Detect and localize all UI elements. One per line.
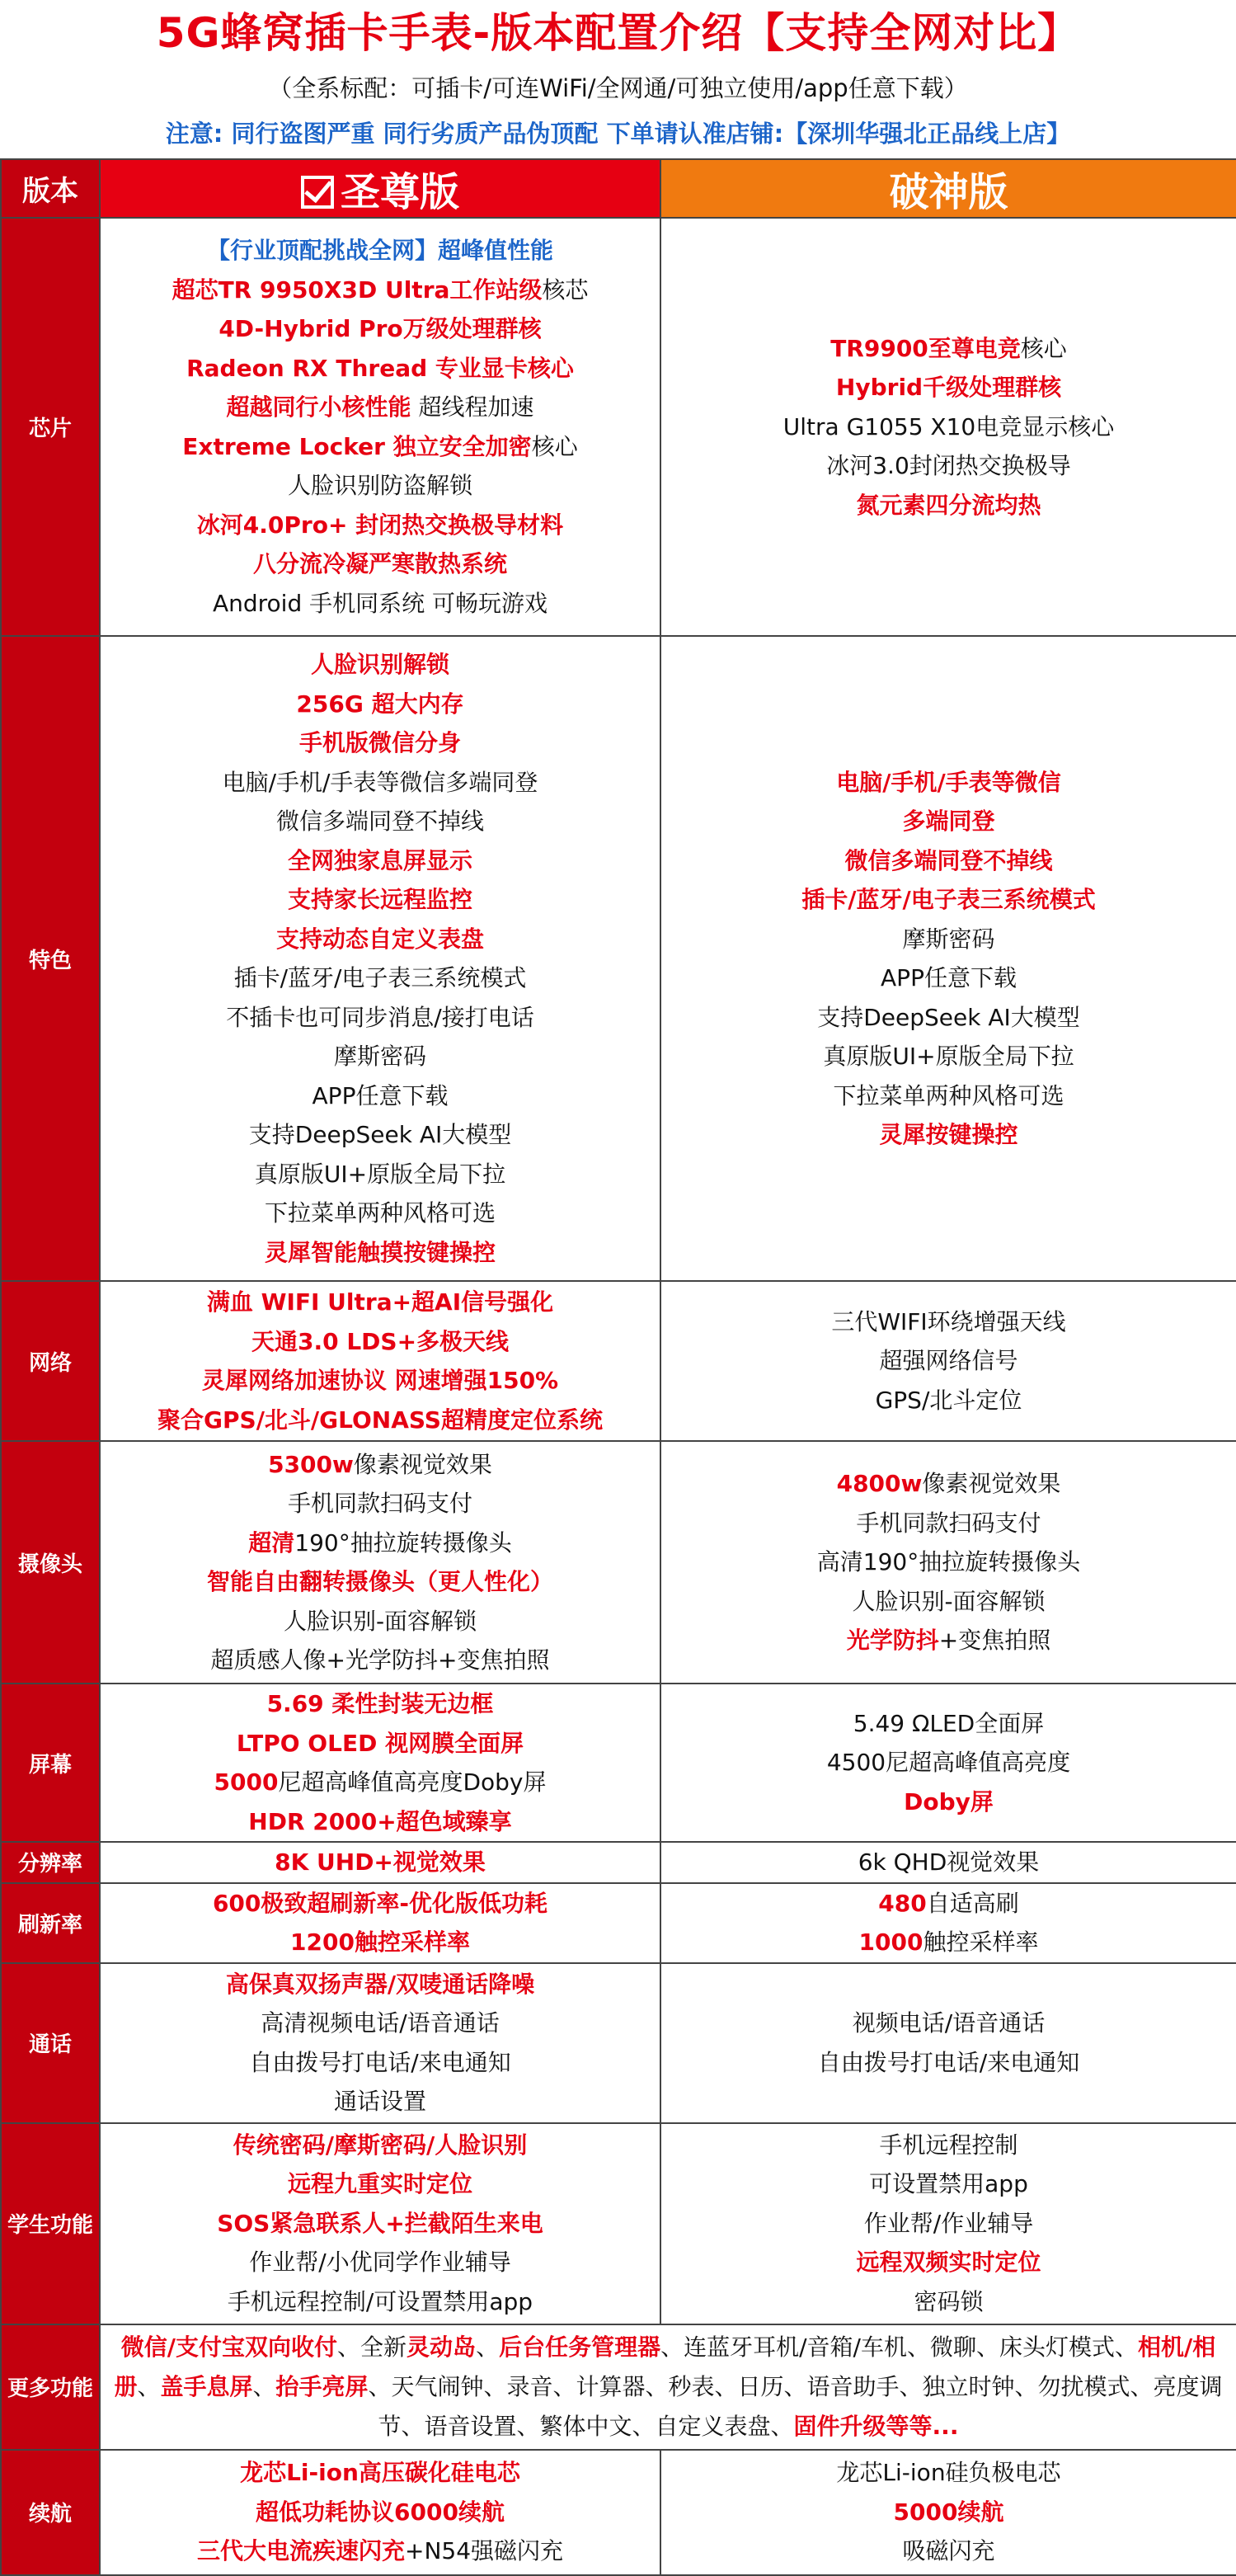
spec-text: 超越同行小核性能 xyxy=(226,393,411,421)
spec-text: 、连蓝牙耳机/音箱/车机、微聊、床头灯模式、 xyxy=(660,2333,1138,2361)
version-b-cell xyxy=(660,1963,1236,2123)
spec-line xyxy=(661,2043,1236,2083)
spec-row xyxy=(1,1883,1236,1963)
spec-text: 手机版微信分身 xyxy=(298,729,461,756)
spec-line xyxy=(101,1802,660,1842)
spec-text: 满血 WIFI Ultra+超AI信号强化 xyxy=(206,1288,554,1316)
spec-line xyxy=(101,1194,660,1233)
spec-line xyxy=(101,388,660,427)
spec-text: 自适高刷 xyxy=(926,1889,1019,1917)
spec-text: 、天气闹钟、录音、计算器、秒表、日历、语音助手、独立时钟、勿扰模式、亮度调节、语音设置、繁体中文、自定义表盘、 xyxy=(368,2372,1223,2440)
spec-row xyxy=(1,1281,1236,1441)
spec-text: 摩斯密码 xyxy=(902,925,995,953)
spec-text: 支持家长远程监控 xyxy=(287,886,472,913)
spec-text: 通话设置 xyxy=(333,2088,426,2115)
spec-line xyxy=(661,446,1236,486)
spec-line xyxy=(101,802,660,841)
spec-line xyxy=(101,685,660,724)
spec-line xyxy=(101,1484,660,1523)
spec-line xyxy=(101,880,660,920)
spec-text: +变焦拍照 xyxy=(938,1627,1051,1655)
spec-line xyxy=(101,2126,660,2165)
version-a-cell xyxy=(100,1281,660,1441)
spec-line xyxy=(101,466,660,506)
spec-line xyxy=(661,802,1236,841)
row-label: 更多功能 xyxy=(1,2324,100,2450)
version-b-cell xyxy=(660,636,1236,1281)
spec-text: 冰河3.0封闭热交换极导 xyxy=(826,452,1071,480)
spec-text: 5000 xyxy=(214,1768,279,1796)
spec-text: 高清视频电话/语音通话 xyxy=(261,2009,500,2037)
version-b-cell xyxy=(660,1684,1236,1842)
spec-line xyxy=(101,1037,660,1076)
spec-text: 超清 xyxy=(248,1528,295,1556)
spec-line xyxy=(661,1302,1236,1342)
spec-text: 5.49 ΩLED全面屏 xyxy=(853,1709,1045,1737)
spec-line xyxy=(101,1115,660,1155)
spec-text: HDR 2000+超色域臻享 xyxy=(248,1807,512,1835)
spec-line xyxy=(101,1233,660,1273)
spec-text: 三代WIFI环绕增强天线 xyxy=(831,1307,1066,1335)
spec-text: 5.69 柔性封装无边框 xyxy=(266,1690,494,1717)
spec-line xyxy=(661,2164,1236,2204)
version-a-cell xyxy=(100,1883,660,1963)
spec-text: 支持DeepSeek AI大模型 xyxy=(248,1121,512,1148)
spec-text: 超强网络信号 xyxy=(879,1347,1018,1375)
version-a-cell xyxy=(100,2450,660,2575)
spec-line xyxy=(101,2004,660,2043)
spec-line xyxy=(661,1704,1236,1744)
spec-line xyxy=(101,1923,660,1962)
spec-text: 作业帮/小优同学作业辅导 xyxy=(249,2249,511,2277)
spec-line xyxy=(101,2531,660,2571)
version-b-cell xyxy=(660,1441,1236,1684)
spec-text: 自由拨号打电话/来电通知 xyxy=(817,2048,1080,2076)
checkbox-icon xyxy=(301,176,334,209)
spec-line xyxy=(661,763,1236,803)
spec-text: +N54强磁闪充 xyxy=(404,2537,564,2565)
spec-line xyxy=(661,1115,1236,1155)
spec-text: 下拉菜单两种风格可选 xyxy=(833,1081,1064,1109)
spec-text: 天通3.0 LDS+多极天线 xyxy=(251,1327,510,1355)
spec-text: LTPO OLED 视网膜全面屏 xyxy=(236,1729,524,1757)
spec-text: 256G 超大内存 xyxy=(296,690,464,718)
spec-text: 、 xyxy=(476,2333,500,2361)
spec-line xyxy=(101,231,660,271)
spec-text: 可设置禁用app xyxy=(869,2170,1028,2198)
spec-line xyxy=(101,309,660,349)
spec-text: 智能自由翻转摄像头（更人性化） xyxy=(206,1568,553,1595)
spec-text: 【行业顶配挑战全网】超峰值性能 xyxy=(206,237,553,264)
spec-line xyxy=(661,2282,1236,2322)
spec-text: 尼超高峰值高亮度Doby屏 xyxy=(278,1768,547,1796)
row-label: 网络 xyxy=(1,1281,100,1441)
spec-text: 、 xyxy=(137,2372,161,2400)
spec-line xyxy=(101,1965,660,2004)
spec-text: 微信多端同登不掉线 xyxy=(844,846,1053,874)
version-b-cell xyxy=(660,1883,1236,1963)
version-a-cell xyxy=(100,1963,660,2123)
spec-text: 手机远程控制 xyxy=(879,2131,1018,2159)
spec-text: 核芯 xyxy=(542,275,589,304)
spec-text: 微信/支付宝双向收付 xyxy=(120,2333,338,2361)
spec-text: 真原版UI+原版全局下拉 xyxy=(823,1043,1074,1070)
spec-line xyxy=(101,1763,660,1802)
spec-line xyxy=(661,1381,1236,1420)
spec-line xyxy=(661,2126,1236,2165)
spec-text: 像素视觉效果 xyxy=(922,1470,1061,1498)
spec-text: 人脸识别防盗解锁 xyxy=(287,472,472,499)
spec-text: 像素视觉效果 xyxy=(353,1450,492,1478)
store-notice: 注意: 同行盗图严重 同行劣质产品伪顶配 下单请认准店铺:【深圳华强北正品线上店】 xyxy=(165,120,1071,148)
spec-text: 手机同款扫码支付 xyxy=(287,1490,472,1517)
spec-line xyxy=(661,2004,1236,2043)
spec-text: 不插卡也可同步消息/接打电话 xyxy=(226,1003,534,1031)
spec-line xyxy=(661,841,1236,881)
spec-text: 6k QHD视觉效果 xyxy=(858,1848,1040,1876)
spec-text: 8K UHD+视觉效果 xyxy=(275,1848,486,1876)
spec-text: 吸磁闪充 xyxy=(902,2537,995,2565)
spec-line xyxy=(101,958,660,998)
spec-text: 龙芯Li-ion高压碳化硅电芯 xyxy=(240,2459,520,2487)
more-features-cell xyxy=(100,2324,1236,2450)
spec-text: 手机同款扫码支付 xyxy=(856,1509,1041,1537)
spec-text: Android 手机同系统 可畅玩游戏 xyxy=(212,589,548,617)
spec-text: 核心 xyxy=(1020,334,1067,362)
version-a-cell xyxy=(100,636,660,1281)
spec-line xyxy=(101,1641,660,1680)
spec-row xyxy=(1,1684,1236,1842)
spec-line xyxy=(661,407,1236,447)
table-header-row xyxy=(1,159,1236,218)
spec-text: 人脸识别-面容解锁 xyxy=(283,1607,477,1635)
spec-line xyxy=(661,1542,1236,1582)
spec-line xyxy=(661,1504,1236,1543)
version-b-cell xyxy=(660,218,1236,636)
spec-text: 多端同登 xyxy=(902,808,995,835)
row-label: 分辨率 xyxy=(1,1842,100,1883)
spec-text: 人脸识别解锁 xyxy=(310,651,449,678)
spec-line xyxy=(101,1523,660,1563)
spec-row xyxy=(1,2324,1236,2450)
spec-text: Ultra G1055 X10电竞显示核心 xyxy=(782,412,1115,440)
version-a-cell xyxy=(100,1684,660,1842)
spec-row xyxy=(1,218,1236,636)
spec-text: 触控采样率 xyxy=(923,1928,1039,1956)
spec-text: 远程九重实时定位 xyxy=(287,2170,472,2198)
spec-line xyxy=(101,1155,660,1194)
spec-line xyxy=(661,1621,1236,1660)
spec-line xyxy=(101,1884,660,1924)
version-b-cell xyxy=(660,2450,1236,2575)
spec-text: 插卡/蓝牙/电子表三系统模式 xyxy=(801,886,1096,913)
spec-line xyxy=(661,2531,1236,2571)
spec-text: 人脸识别-面容解锁 xyxy=(852,1587,1046,1615)
spec-line xyxy=(101,763,660,803)
row-label: 刷新率 xyxy=(1,1883,100,1963)
spec-text: 冰河4.0Pro+ 封闭热交换极导材料 xyxy=(196,511,564,539)
spec-line xyxy=(101,2493,660,2532)
version-b-cell xyxy=(660,1842,1236,1883)
spec-line xyxy=(101,1445,660,1485)
spec-text: 插卡/蓝牙/电子表三系统模式 xyxy=(233,964,527,991)
spec-text: Doby屏 xyxy=(904,1787,994,1815)
spec-line xyxy=(101,2282,660,2322)
spec-text: 氮元素四分流均热 xyxy=(856,491,1041,519)
spec-text: 支持动态自定义表盘 xyxy=(275,925,484,953)
spec-text: 4D-Hybrid Pro万级处理群核 xyxy=(219,315,542,342)
spec-line xyxy=(101,2043,660,2083)
spec-line xyxy=(661,958,1236,998)
spec-line xyxy=(101,506,660,545)
spec-line xyxy=(661,1923,1236,1962)
version-a-cell xyxy=(100,2123,660,2324)
spec-text: 高清190°抽拉旋转摄像头 xyxy=(816,1548,1081,1576)
spec-row xyxy=(1,2450,1236,2575)
spec-text: 4800w xyxy=(836,1470,923,1498)
row-label: 摄像头 xyxy=(1,1441,100,1684)
spec-line xyxy=(661,486,1236,525)
version-header-label: 版本 xyxy=(1,159,100,218)
spec-text: 灵犀智能触摸按键操控 xyxy=(264,1238,496,1266)
spec-line xyxy=(101,1076,660,1116)
spec-text: 灵犀按键操控 xyxy=(879,1121,1018,1148)
spec-line xyxy=(661,1884,1236,1924)
spec-line xyxy=(101,544,660,584)
spec-line xyxy=(661,998,1236,1038)
spec-text: 视频电话/语音通话 xyxy=(852,2009,1046,2037)
spec-text: 190°抽拉旋转摄像头 xyxy=(294,1528,512,1556)
version-a-name: 圣尊版 xyxy=(340,169,459,215)
spec-text: 微信多端同登不掉线 xyxy=(275,808,484,835)
spec-line xyxy=(661,1464,1236,1504)
spec-line xyxy=(101,1602,660,1641)
spec-line xyxy=(101,2243,660,2282)
spec-text: 摩斯密码 xyxy=(333,1043,426,1070)
spec-text: Radeon RX Thread 专业显卡核心 xyxy=(186,354,574,382)
spec-text: 5300w xyxy=(268,1450,354,1478)
spec-text: 三代大电流疾速闪充 xyxy=(196,2537,405,2565)
spec-text: 超线程加速 xyxy=(411,393,534,421)
spec-line xyxy=(101,1322,660,1362)
row-label: 屏幕 xyxy=(1,1684,100,1842)
spec-row xyxy=(1,636,1236,1281)
spec-line xyxy=(661,2453,1236,2493)
spec-text: 、全新 xyxy=(337,2333,407,2361)
spec-text: 核心 xyxy=(531,432,578,460)
spec-text: 作业帮/作业辅导 xyxy=(863,2209,1034,2237)
spec-line xyxy=(661,880,1236,920)
spec-line xyxy=(661,1076,1236,1116)
spec-text: 下拉菜单两种风格可选 xyxy=(264,1199,496,1227)
spec-text: 超质感人像+光学防抖+变焦拍照 xyxy=(210,1646,550,1674)
spec-line xyxy=(661,329,1236,369)
spec-line xyxy=(661,2204,1236,2244)
spec-text: 传统密码/摩斯密码/人脸识别 xyxy=(233,2131,528,2159)
spec-comparison-table xyxy=(0,158,1236,2576)
spec-text: 抬手亮屏 xyxy=(275,2372,369,2400)
spec-line xyxy=(661,368,1236,407)
spec-line xyxy=(101,1684,660,1724)
spec-line xyxy=(101,645,660,685)
row-label: 学生功能 xyxy=(1,2123,100,2324)
spec-line xyxy=(661,1582,1236,1622)
spec-line xyxy=(101,1361,660,1401)
spec-text: 电脑/手机/手表等微信多端同登 xyxy=(222,768,538,796)
version-a-cell xyxy=(100,1441,660,1684)
spec-text: 密码锁 xyxy=(914,2287,984,2315)
spec-line xyxy=(661,1843,1236,1882)
spec-line xyxy=(101,2204,660,2244)
spec-line xyxy=(101,584,660,624)
spec-text: 全网独家息屏显示 xyxy=(287,846,472,874)
spec-line xyxy=(101,1724,660,1764)
spec-text: 超芯TR 9950X3D Ultra工作站级 xyxy=(172,275,543,304)
spec-line xyxy=(101,1401,660,1440)
spec-row xyxy=(1,1842,1236,1883)
spec-line xyxy=(661,1743,1236,1782)
spec-text: 手机远程控制/可设置禁用app xyxy=(227,2287,533,2315)
spec-text: SOS紧急联系人+拦截陌生来电 xyxy=(217,2209,543,2237)
version-a-cell xyxy=(100,218,660,636)
spec-row xyxy=(1,2123,1236,2324)
spec-text: APP任意下载 xyxy=(312,1081,449,1109)
spec-line xyxy=(101,2453,660,2493)
spec-text: 远程双频实时定位 xyxy=(856,2249,1041,2277)
spec-text: 480 xyxy=(878,1889,927,1917)
spec-line xyxy=(661,2243,1236,2282)
spec-line xyxy=(661,1782,1236,1822)
spec-text: 支持DeepSeek AI大模型 xyxy=(817,1003,1080,1031)
spec-text: 龙芯Li-ion硅负极电芯 xyxy=(836,2459,1061,2487)
page-header xyxy=(0,0,1236,157)
row-label: 通话 xyxy=(1,1963,100,2123)
spec-text: 后台任务管理器 xyxy=(499,2333,661,2361)
row-label: 特色 xyxy=(1,636,100,1281)
spec-line xyxy=(101,271,660,310)
spec-text: 真原版UI+原版全局下拉 xyxy=(254,1160,506,1188)
spec-text: 盖手息屏 xyxy=(160,2372,253,2400)
spec-line xyxy=(101,1283,660,1322)
spec-line xyxy=(661,1037,1236,1076)
spec-text: 光学防抖 xyxy=(846,1627,939,1655)
spec-text: 600极致超刷新率-优化版低功耗 xyxy=(212,1889,548,1917)
spec-text: 5000续航 xyxy=(893,2498,1004,2526)
spec-line xyxy=(101,723,660,763)
spec-text: 超低功耗协议6000续航 xyxy=(256,2498,505,2526)
version-b-cell xyxy=(660,2123,1236,2324)
page-title: 5G蜂窝插卡手表-版本配置介绍【支持全网对比】 xyxy=(156,9,1080,57)
row-label: 芯片 xyxy=(1,218,100,636)
spec-line xyxy=(101,427,660,467)
page-subtitle: （全系标配：可插卡/可连WiFi/全网通/可独立使用/app任意下载） xyxy=(268,74,968,102)
spec-line xyxy=(101,1562,660,1602)
spec-text: Hybrid千级处理群核 xyxy=(835,374,1062,402)
version-a-header xyxy=(100,159,660,218)
spec-text: 4500尼超高峰值高亮度 xyxy=(826,1749,1071,1777)
spec-text: 灵动岛 xyxy=(407,2333,477,2361)
version-b-header: 破神版 xyxy=(660,159,1236,218)
spec-line xyxy=(101,2164,660,2204)
spec-text: 八分流冷凝严寒散热系统 xyxy=(252,550,507,577)
spec-line xyxy=(661,920,1236,959)
spec-text: 固件升级等等... xyxy=(793,2412,959,2440)
spec-text: 、 xyxy=(252,2372,276,2400)
more-features-text xyxy=(101,2328,1236,2446)
spec-text: Extreme Locker 独立安全加密 xyxy=(182,432,532,460)
spec-line xyxy=(661,1341,1236,1381)
spec-line xyxy=(101,2082,660,2122)
spec-line xyxy=(101,920,660,959)
spec-line xyxy=(101,349,660,389)
spec-line xyxy=(101,1843,660,1882)
spec-text: 相机/相册 xyxy=(114,2333,1216,2400)
spec-line xyxy=(101,998,660,1038)
version-b-cell xyxy=(660,1281,1236,1441)
spec-row xyxy=(1,1963,1236,2123)
spec-line xyxy=(101,841,660,881)
spec-line xyxy=(661,2493,1236,2532)
spec-text: 灵犀网络加速协议 网速增强150% xyxy=(201,1367,559,1394)
spec-text: 自由拨号打电话/来电通知 xyxy=(249,2048,511,2076)
spec-text: 电脑/手机/手表等微信 xyxy=(836,768,1061,796)
spec-text: 1200触控采样率 xyxy=(290,1928,470,1956)
spec-row xyxy=(1,1441,1236,1684)
spec-text: GPS/北斗定位 xyxy=(875,1386,1022,1414)
version-a-cell xyxy=(100,1842,660,1883)
spec-text: 聚合GPS/北斗/GLONASS超精度定位系统 xyxy=(157,1406,603,1434)
spec-text: APP任意下载 xyxy=(881,964,1017,991)
spec-text: TR9900至尊电竞 xyxy=(830,334,1021,362)
spec-text: 1000 xyxy=(858,1928,923,1956)
row-label: 续航 xyxy=(1,2450,100,2575)
spec-text: 高保真双扬声器/双唛通话降噪 xyxy=(225,1970,535,1998)
